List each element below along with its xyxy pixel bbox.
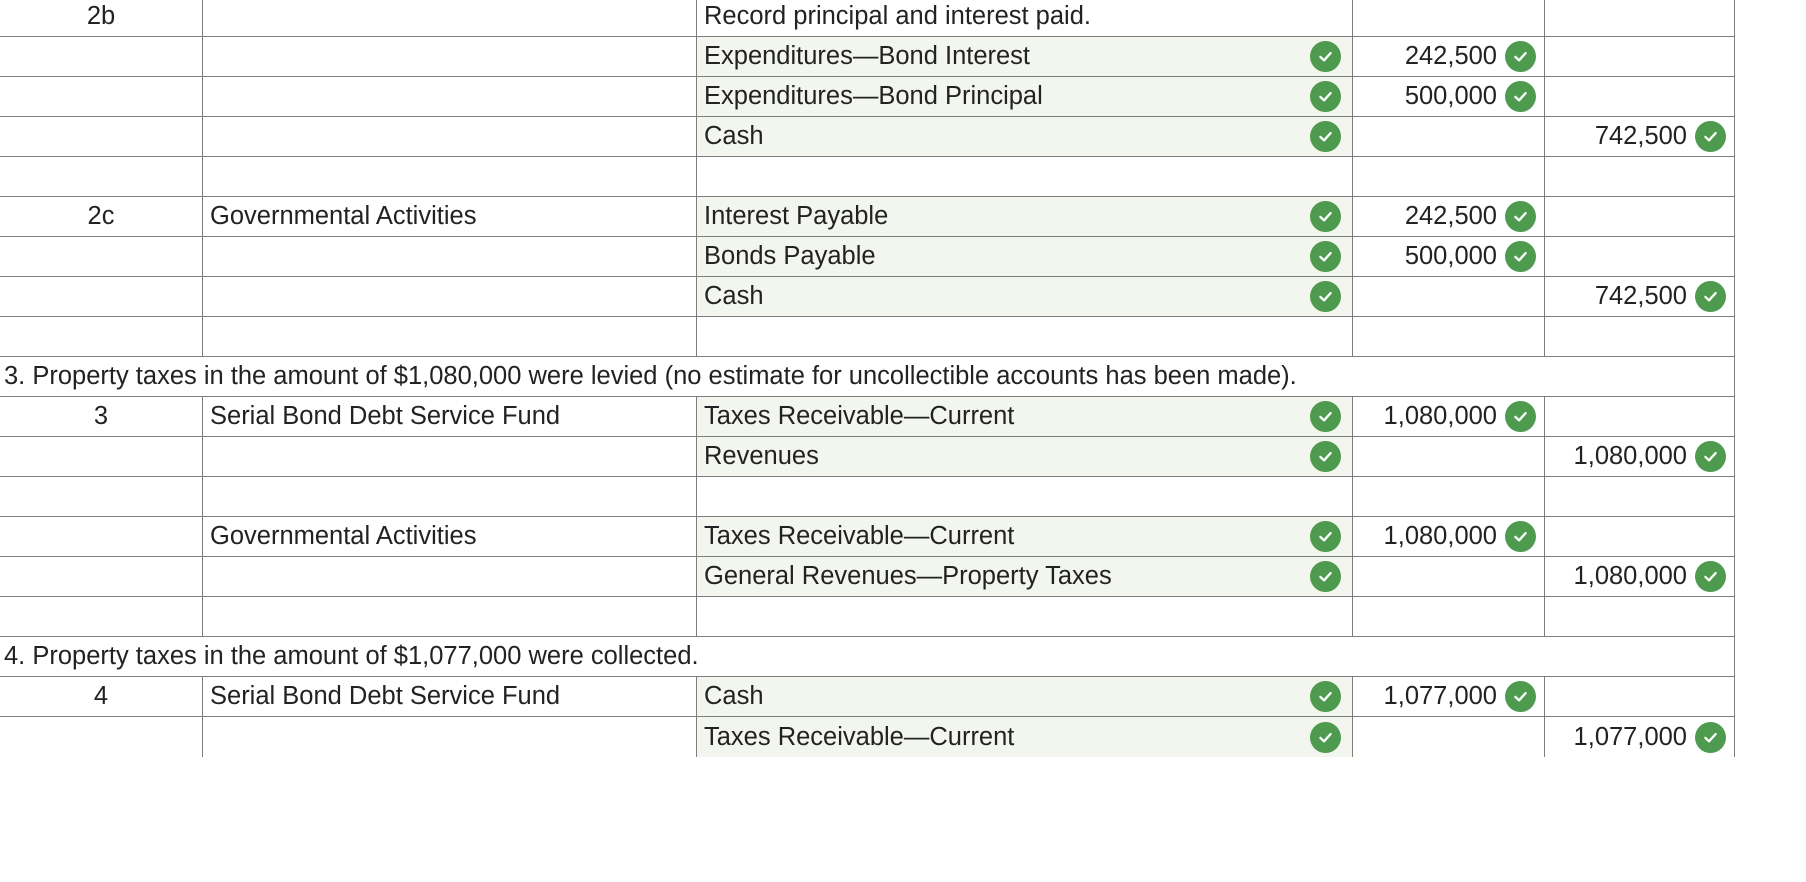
table-row bbox=[0, 0, 1735, 37]
account-title: Cash bbox=[704, 122, 764, 150]
check-circle-icon bbox=[1505, 401, 1536, 432]
table-row bbox=[0, 717, 1735, 757]
credit-cell bbox=[1545, 597, 1735, 637]
check-circle-icon bbox=[1695, 561, 1726, 592]
table-row bbox=[0, 157, 1735, 197]
debit-cell[interactable] bbox=[1353, 197, 1545, 237]
credit-cell[interactable] bbox=[1545, 237, 1735, 277]
fund-cell bbox=[203, 717, 697, 757]
account-title: General Revenues—Property Taxes bbox=[704, 562, 1112, 590]
debit-cell[interactable] bbox=[1353, 117, 1545, 157]
fund-cell bbox=[203, 277, 697, 317]
transaction-number-cell bbox=[0, 77, 203, 117]
fund-name: Serial Bond Debt Service Fund bbox=[210, 682, 561, 710]
credit-cell[interactable] bbox=[1545, 517, 1735, 557]
transaction-description-row bbox=[0, 637, 1735, 677]
account-cell[interactable] bbox=[697, 677, 1353, 717]
debit-cell[interactable] bbox=[1353, 717, 1545, 757]
account-title: Taxes Receivable—Current bbox=[704, 402, 1015, 430]
transaction-number-cell bbox=[0, 157, 203, 197]
fund-cell bbox=[203, 157, 697, 197]
credit-cell[interactable] bbox=[1545, 557, 1735, 597]
transaction-number-cell bbox=[0, 197, 203, 237]
transaction-number-cell bbox=[0, 437, 203, 477]
account-cell bbox=[697, 0, 1353, 37]
table-row bbox=[0, 477, 1735, 517]
credit-amount: 1,080,000 bbox=[1573, 442, 1687, 470]
debit-cell[interactable] bbox=[1353, 237, 1545, 277]
check-circle-icon bbox=[1310, 121, 1341, 152]
credit-cell[interactable] bbox=[1545, 77, 1735, 117]
debit-cell[interactable] bbox=[1353, 677, 1545, 717]
table-row bbox=[0, 437, 1735, 477]
account-title: Expenditures—Bond Principal bbox=[704, 82, 1043, 110]
fund-cell bbox=[203, 677, 697, 717]
credit-cell[interactable] bbox=[1545, 117, 1735, 157]
credit-amount: 742,500 bbox=[1594, 122, 1687, 150]
table-row bbox=[0, 277, 1735, 317]
credit-cell bbox=[1545, 477, 1735, 517]
fund-cell bbox=[203, 557, 697, 597]
credit-cell bbox=[1545, 157, 1735, 197]
check-circle-icon bbox=[1695, 281, 1726, 312]
fund-cell bbox=[203, 0, 697, 37]
credit-cell bbox=[1545, 0, 1735, 37]
account-cell bbox=[697, 157, 1353, 197]
fund-cell bbox=[203, 77, 697, 117]
fund-name: Governmental Activities bbox=[210, 202, 477, 230]
table-row bbox=[0, 117, 1735, 157]
credit-cell[interactable] bbox=[1545, 277, 1735, 317]
account-cell[interactable] bbox=[697, 117, 1353, 157]
description-text: 3. Property taxes in the amount of $1,080,000 were levied (no estimate for uncollectible accounts has been made). bbox=[4, 362, 1297, 390]
debit-amount: 242,500 bbox=[1404, 202, 1497, 230]
fund-cell bbox=[203, 517, 697, 557]
account-cell[interactable] bbox=[697, 557, 1353, 597]
check-circle-icon bbox=[1505, 241, 1536, 272]
check-circle-icon bbox=[1505, 521, 1536, 552]
fund-cell bbox=[203, 397, 697, 437]
fund-cell bbox=[203, 197, 697, 237]
debit-cell[interactable] bbox=[1353, 277, 1545, 317]
debit-cell bbox=[1353, 157, 1545, 197]
debit-cell[interactable] bbox=[1353, 557, 1545, 597]
transaction-number-cell bbox=[0, 557, 203, 597]
account-cell[interactable] bbox=[697, 277, 1353, 317]
transaction-number-cell bbox=[0, 237, 203, 277]
check-circle-icon bbox=[1505, 81, 1536, 112]
account-cell[interactable] bbox=[697, 37, 1353, 77]
credit-amount: 1,080,000 bbox=[1573, 562, 1687, 590]
debit-cell[interactable] bbox=[1353, 517, 1545, 557]
check-circle-icon bbox=[1695, 441, 1726, 472]
fund-cell bbox=[203, 317, 697, 357]
transaction-number: 4 bbox=[93, 682, 109, 710]
check-circle-icon bbox=[1310, 521, 1341, 552]
table-row bbox=[0, 557, 1735, 597]
check-circle-icon bbox=[1310, 441, 1341, 472]
table-row bbox=[0, 597, 1735, 637]
debit-amount: 242,500 bbox=[1404, 42, 1497, 70]
account-cell[interactable] bbox=[697, 197, 1353, 237]
debit-cell[interactable] bbox=[1353, 437, 1545, 477]
table-row bbox=[0, 317, 1735, 357]
debit-cell bbox=[1353, 477, 1545, 517]
account-cell[interactable] bbox=[697, 77, 1353, 117]
debit-cell[interactable] bbox=[1353, 397, 1545, 437]
fund-cell bbox=[203, 477, 697, 517]
fund-cell bbox=[203, 37, 697, 77]
check-circle-icon bbox=[1695, 722, 1726, 753]
check-circle-icon bbox=[1505, 681, 1536, 712]
table-row bbox=[0, 397, 1735, 437]
account-title: Bonds Payable bbox=[704, 242, 876, 270]
account-title: Taxes Receivable—Current bbox=[704, 522, 1015, 550]
table-row bbox=[0, 77, 1735, 117]
debit-amount: 1,080,000 bbox=[1383, 522, 1497, 550]
table-row bbox=[0, 37, 1735, 77]
account-title: Revenues bbox=[704, 442, 819, 470]
transaction-number-cell bbox=[0, 117, 203, 157]
account-cell[interactable] bbox=[697, 437, 1353, 477]
debit-amount: 1,077,000 bbox=[1383, 682, 1497, 710]
check-circle-icon bbox=[1310, 281, 1341, 312]
debit-cell[interactable] bbox=[1353, 37, 1545, 77]
debit-cell[interactable] bbox=[1353, 77, 1545, 117]
transaction-number-cell bbox=[0, 397, 203, 437]
check-circle-icon bbox=[1310, 41, 1341, 72]
check-circle-icon bbox=[1310, 81, 1341, 112]
debit-amount: 500,000 bbox=[1404, 242, 1497, 270]
table-row bbox=[0, 197, 1735, 237]
credit-amount: 742,500 bbox=[1594, 282, 1687, 310]
transaction-number-cell bbox=[0, 677, 203, 717]
account-title: Cash bbox=[704, 682, 764, 710]
fund-cell bbox=[203, 437, 697, 477]
transaction-number-cell bbox=[0, 317, 203, 357]
debit-amount: 500,000 bbox=[1404, 82, 1497, 110]
transaction-description bbox=[0, 357, 1735, 397]
check-circle-icon bbox=[1695, 121, 1726, 152]
table-row bbox=[0, 677, 1735, 717]
account-title: Taxes Receivable—Current bbox=[704, 722, 1015, 751]
debit-amount: 1,080,000 bbox=[1383, 402, 1497, 430]
transaction-number: 2c bbox=[87, 202, 115, 230]
check-circle-icon bbox=[1310, 201, 1341, 232]
transaction-description-row bbox=[0, 357, 1735, 397]
fund-name: Governmental Activities bbox=[210, 522, 477, 550]
transaction-number-cell bbox=[0, 717, 203, 757]
account-cell[interactable] bbox=[697, 237, 1353, 277]
fund-cell bbox=[203, 237, 697, 277]
account-cell[interactable] bbox=[697, 397, 1353, 437]
check-circle-icon bbox=[1310, 241, 1341, 272]
account-cell bbox=[697, 317, 1353, 357]
check-circle-icon bbox=[1505, 41, 1536, 72]
credit-cell[interactable] bbox=[1545, 197, 1735, 237]
credit-cell[interactable] bbox=[1545, 677, 1735, 717]
debit-cell bbox=[1353, 317, 1545, 357]
credit-cell[interactable] bbox=[1545, 717, 1735, 757]
credit-cell[interactable] bbox=[1545, 397, 1735, 437]
fund-cell bbox=[203, 597, 697, 637]
table-row bbox=[0, 237, 1735, 277]
transaction-number-cell bbox=[0, 37, 203, 77]
transaction-number-cell bbox=[0, 517, 203, 557]
check-circle-icon bbox=[1310, 681, 1341, 712]
account-title: Expenditures—Bond Interest bbox=[704, 42, 1031, 70]
account-title: Cash bbox=[704, 282, 764, 310]
account-cell[interactable] bbox=[697, 517, 1353, 557]
account-cell[interactable] bbox=[697, 717, 1353, 757]
check-circle-icon bbox=[1310, 401, 1341, 432]
credit-cell[interactable] bbox=[1545, 437, 1735, 477]
transaction-description bbox=[0, 637, 1735, 677]
fund-name: Serial Bond Debt Service Fund bbox=[210, 402, 561, 430]
transaction-number-cell bbox=[0, 597, 203, 637]
check-circle-icon bbox=[1505, 201, 1536, 232]
credit-amount: 1,077,000 bbox=[1573, 722, 1687, 751]
description-text: 4. Property taxes in the amount of $1,077,000 were collected. bbox=[4, 642, 699, 670]
transaction-number-cell bbox=[0, 277, 203, 317]
check-circle-icon bbox=[1310, 722, 1341, 753]
account-title: Interest Payable bbox=[704, 202, 889, 230]
debit-cell bbox=[1353, 0, 1545, 37]
fund-cell bbox=[203, 117, 697, 157]
account-cell bbox=[697, 597, 1353, 637]
transaction-number: 3 bbox=[93, 402, 109, 430]
check-circle-icon bbox=[1310, 561, 1341, 592]
debit-cell bbox=[1353, 597, 1545, 637]
credit-cell bbox=[1545, 317, 1735, 357]
account-title: Record principal and interest paid. bbox=[704, 2, 1091, 30]
credit-cell[interactable] bbox=[1545, 37, 1735, 77]
transaction-number-cell bbox=[0, 0, 203, 37]
transaction-number-cell bbox=[0, 477, 203, 517]
account-cell bbox=[697, 477, 1353, 517]
table-row bbox=[0, 517, 1735, 557]
transaction-number: 2b bbox=[86, 2, 116, 30]
